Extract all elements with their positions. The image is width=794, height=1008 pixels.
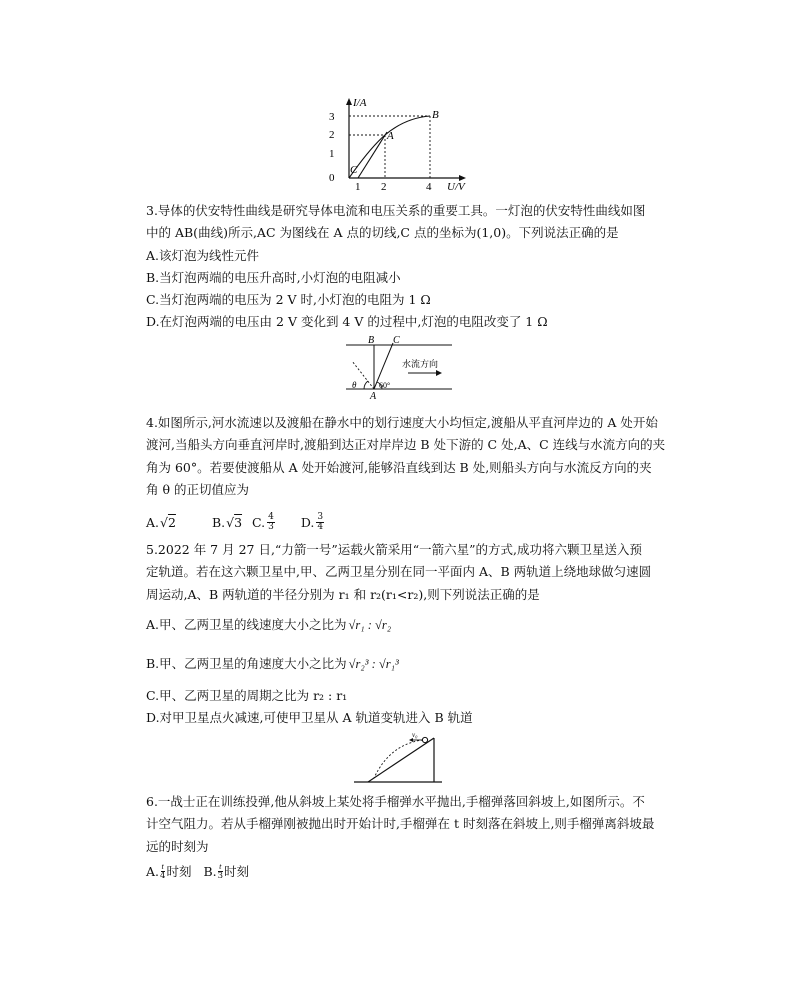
x-axis-label: U/V	[447, 181, 465, 193]
q5-option-d: D.对甲卫星点火减速,可使甲卫星从 A 轨道变轨进入 B 轨道	[146, 710, 473, 725]
q6-option-a-numerator: t	[161, 861, 164, 871]
iu-curve-ab	[349, 116, 430, 178]
label-c: C	[393, 335, 400, 346]
q4-option-d-fraction	[316, 513, 324, 532]
q5-stem-line-1: 5.2022 年 7 月 27 日,“力箭一号”运载火箭采用“一箭六星”的方式,成功将六颗卫星送入预	[146, 542, 642, 557]
q4-stem-line-1: 4.如图所示,河水流速以及渡船在静水中的划行速度大小均恒定,渡船从平直河岸边的 A 处开始	[146, 415, 658, 430]
q5-stem-line-2: 定轨道。若在这六颗卫星中,甲、乙两卫星分别在同一平面内 A、B 两轨道上绕地球做匀速圆	[146, 564, 652, 579]
q6-option-a-suffix: 时刻	[166, 863, 192, 879]
trajectory-dashed-path	[374, 740, 423, 778]
q4-option-b-radicand: 3	[234, 514, 243, 530]
y-tick-3: 3	[329, 111, 335, 123]
q4-option-c-numerator: 4	[268, 512, 274, 522]
y-tick-1: 1	[329, 148, 335, 160]
q3-option-d: D.在灯泡两端的电压由 2 V 变化到 4 V 的过程中,灯泡的电阻改变了 1 Ω	[146, 314, 548, 329]
slope-line	[368, 738, 434, 782]
q4-option-b-label: B.	[211, 514, 226, 530]
q4-stem-line-3: 角为 60°。若要使渡船从 A 处开始渡河,能够沿直线到达 B 处,则船头方向与水流反方向的夹	[146, 460, 652, 475]
point-a-label: A	[387, 130, 394, 142]
q6-option-a-fraction	[160, 862, 165, 881]
q3-option-a: A.该灯泡为线性元件	[146, 248, 260, 263]
q5-option-b-text: B.甲、乙两卫星的角速度大小之比为	[146, 656, 347, 671]
tangent-line-ac	[358, 132, 387, 178]
q6-stem-line-1: 6.一战士正在训练投弹,他从斜坡上某处将手榴弹水平抛出,手榴弹落回斜坡上,如图所示。不	[146, 794, 645, 809]
label-theta: θ	[352, 380, 357, 390]
q6-option-b-numerator: t	[219, 861, 222, 871]
q5-stem-line-3: 周运动,A、B 两轨道的半径分别为 r₁ 和 r₂(r₁<r₂),则下列说法正确的是	[146, 587, 540, 602]
label-v0: v₀	[412, 731, 418, 739]
q3-stem-line-2: 中的 AB(曲线)所示,AC 为图线在 A 点的切线,C 点的坐标为(1,0)。下列说法正确的是	[146, 225, 619, 240]
q4-option-a-value: √2	[160, 514, 176, 530]
q3-option-b: B.当灯泡两端的电压升高时,小灯泡的电阻减小	[146, 270, 401, 285]
q5-option-a	[146, 617, 391, 633]
x-tick-2: 2	[381, 181, 387, 193]
flow-arrow-head	[436, 370, 442, 376]
q4-option-a-radicand: 2	[167, 514, 176, 530]
origin-label: 0	[329, 172, 335, 184]
q4-option-c-denominator: 3	[268, 522, 274, 532]
label-60-degrees: 60°	[379, 381, 391, 390]
q6-option-b-suffix: 时刻	[224, 863, 250, 879]
y-axis-arrow	[346, 98, 352, 105]
q6-option-b-label: B.	[203, 863, 217, 879]
q6-option-a-label: A.	[146, 863, 160, 879]
q5-option-a-expression: √r₁ : √r₂	[348, 618, 392, 632]
q4-stem-line-4: 角 θ 的正切值应为	[146, 482, 249, 497]
iu-characteristic-figure	[320, 96, 480, 194]
q4-option-c-fraction	[267, 513, 275, 532]
q5-option-a-text: A.甲、乙两卫星的线速度大小之比为	[146, 617, 347, 632]
label-flow-direction: 水流方向	[402, 359, 439, 369]
q4-option-c-label: C.	[252, 514, 266, 530]
y-tick-2: 2	[329, 129, 335, 141]
q4-options-row	[146, 513, 324, 532]
q6-option-a-denominator: 4	[160, 871, 166, 881]
q6-options-row	[146, 862, 249, 881]
q4-option-b-value: √3	[226, 514, 243, 530]
q3-stem-line-1: 3.导体的伏安特性曲线是研究导体电流和电压关系的重要工具。一灯泡的伏安特性曲线如图	[146, 203, 646, 218]
q4-stem-line-2: 渡河,当船头方向垂直河岸时,渡船到达正对岸岸边 B 处下游的 C 处,A、C 连线与水流方向的夹	[146, 437, 666, 452]
q4-option-d-label: D.	[300, 514, 315, 530]
q6-option-b-fraction	[218, 862, 223, 881]
point-b-label: B	[432, 109, 439, 121]
q4-option-d-denominator: 4	[317, 522, 324, 532]
q5-option-b	[146, 656, 399, 672]
point-c-label: C	[350, 164, 358, 176]
q5-option-b-expression: √r₂³ : √r₁³	[348, 657, 399, 671]
q3-option-c: C.当灯泡两端的电压为 2 V 时,小灯泡的电阻为 1 Ω	[146, 292, 431, 307]
y-axis-label: I/A	[353, 97, 367, 109]
label-b: B	[368, 335, 375, 346]
q4-option-d-numerator: 3	[317, 512, 324, 522]
x-tick-1: 1	[355, 181, 361, 193]
q6-stem-line-2: 计空气阻力。若从手榴弹刚被抛出时开始计时,手榴弹在 t 时刻落在斜坡上,则手榴弹离斜坡最	[146, 816, 655, 831]
grenade-ball	[422, 737, 427, 742]
q5-option-c: C.甲、乙两卫星的周期之比为 r₂ : r₁	[146, 688, 348, 703]
q6-option-b-denominator: 3	[217, 871, 224, 881]
x-tick-4: 4	[426, 181, 432, 193]
q4-option-a-label: A.	[146, 514, 160, 530]
q6-stem-line-3: 远的时刻为	[146, 839, 209, 854]
label-a: A	[370, 391, 377, 399]
slope-projectile-figure	[350, 730, 446, 786]
river-crossing-figure	[338, 333, 458, 399]
theta-arc	[364, 381, 368, 389]
